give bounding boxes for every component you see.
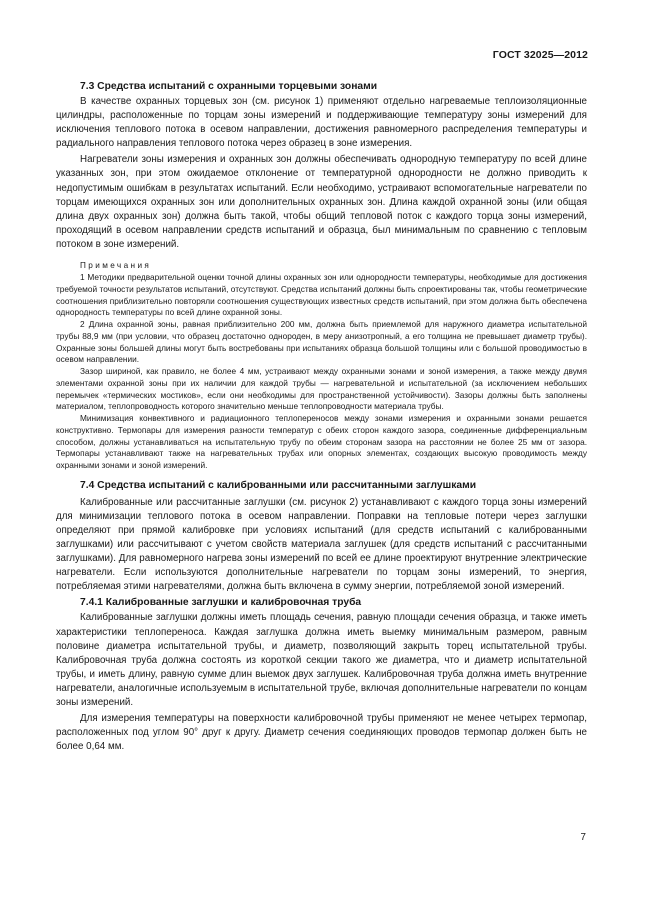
section-7-4-1-paragraph-2: Для измерения температуры на поверхности калибровочной трубы применяют не менее четырех термопар, расположенных под углом 90° друг к другу. Диаметр сечения соединяющих проводов термопар должен быть не более 0,64 мм.: [56, 713, 587, 753]
note-3: Зазор шириной, как правило, не более 4 мм, устраивают между охранными зонами и зоной измерения, а также между двумя элементами охранной зоны при их наличии для каждой трубы — нагревательной и испытательной (за исключением небольших перемычек «термических мостиков», если они необходимы для пространственной устойчивости). Зазоры должны быть заполнены материалом, теплопроводность которого значительно меньше теплопроводности материала трубы.: [56, 366, 587, 412]
note-2: 2 Длина охранной зоны, равная приблизительно 200 мм, должна быть приемлемой для наружного диаметра испытательной трубы 88,9 мм (при условии, что образец достаточно однороден, в меру анизотропный, а его толщина не превышает диаметр трубы). Охранные зоны большей длины могут быть востребованы при испытаниях образца большой толщины или с большой проводимостью в осевом направлении.: [56, 319, 587, 365]
page-number: 7: [580, 832, 586, 843]
section-7-4-1-heading: 7.4.1 Калиброванные заглушки и калибровочная труба: [80, 597, 362, 609]
page-content: [56, 80, 587, 754]
standard-header: ГОСТ 32025—2012: [492, 49, 588, 61]
section-7-4-1-paragraph-1: Калиброванные заглушки должны иметь площадь сечения, равную площади сечения образца, и также иметь характеристики теплопереноса. Каждая заглушка должна иметь выемку минимальным размером, равным половине диаметра испытательной трубы, и диаметр, позволяющий закрыть торец испытательной трубы. Калибровочная труба должна состоять из короткой секции такого же диаметра, что и диаметр испытательной трубы, и иметь длину, равную сумме длин выемок двух заглушек. Калибровочная труба должна иметь внутренние нагреватели, аналогичные используемым в испытательной трубе, включая дополнительные нагреватели по концам зоны измерений.: [56, 612, 587, 708]
section-7-4-paragraph-1: Калиброванные или рассчитанные заглушки (см. рисунок 2) устанавливают с каждого торца зоны измерений для минимизации теплового потока в осевом направлении. Поправки на тепловые потери через заглушки определяют при прямой калибровке при условиях испытаний (для средств испытаний с калиброванными заглушками) или рассчитывают с учетом свойств материала заглушек (для средств испытаний с рассчитанными заглушками). Для равномерного нагрева зоны измерений по всей ее длине проектируют внутренние электрические нагреватели. Если используются дополнительные нагреватели по торцам зоны измерений, то энергия, потребляемая этими нагревателями, должна быть включена в сумму энергии, потребляемой зоной измерений.: [56, 496, 587, 593]
section-7-3-paragraph-2: Нагреватели зоны измерения и охранных зон должны обеспечивать однородную температуру по всей длине указанных зон, при этом ожидаемое отклонение от температурной однородности не должно приводить к недопустимым ошибкам в результатах испытаний. Если необходимо, устраивают вспомогательные нагреватели по торцам имеющихся охранных зон или дополнительных охранных зон. Длина каждой охранной зоны (или общая длина двух охранных зон) должна быть такой, чтобы общий тепловой поток с каждого торца зоны измерений, проходящий в осевом направлении средств испытаний и образца, был минимальным по сравнению с тепловым потоком в зоне измерений.: [56, 154, 587, 250]
section-7-3-paragraph-1: В качестве охранных торцевых зон (см. рисунок 1) применяют отдельно нагреваемые теплоизоляционные цилиндры, расположенные по торцам зоны измерений и поддерживающие температуру зоны измерений для исключения теплового потока в осевом направлении, достижения равномерного распределения температуры и радиального направления теплового потока через образец в зоне измерения.: [56, 96, 587, 150]
notes-title: Примечания: [80, 261, 152, 271]
section-7-4-heading: 7.4 Средства испытаний с калиброванными или рассчитанными заглушками: [80, 479, 477, 491]
note-4: Минимизация конвективного и радиационного теплопереносов между зонами измерения и охранными зонами решается конструктивно. Термопары для измерения разности температур с обеих сторон каждого зазора, соединенные дифференциальным способом, должны устанавливаться на испытательную трубу по обеим сторонам зазора на расстоянии не более 25 мм от зазора. Термопары устанавливают также на нагревательных трубах или опорных элементах, создающих высокую проводимость между охранными зонами и зоной измерений.: [56, 413, 587, 471]
note-1: 1 Методики предварительной оценки точной длины охранных зон или однородности температуры, необходимые для достижения требуемой точности результатов испытаний, отсутствуют. Средства испытаний должны быть спроектированы так, чтобы геометрические соотношения приблизительно повторяли соотношения существующих известных средств испытаний, при этом должна быть обеспечена однородность температуры по всей длине охранной зоны.: [56, 272, 587, 318]
section-7-3-heading: 7.3 Средства испытаний с охранными торцевыми зонами: [80, 81, 378, 92]
